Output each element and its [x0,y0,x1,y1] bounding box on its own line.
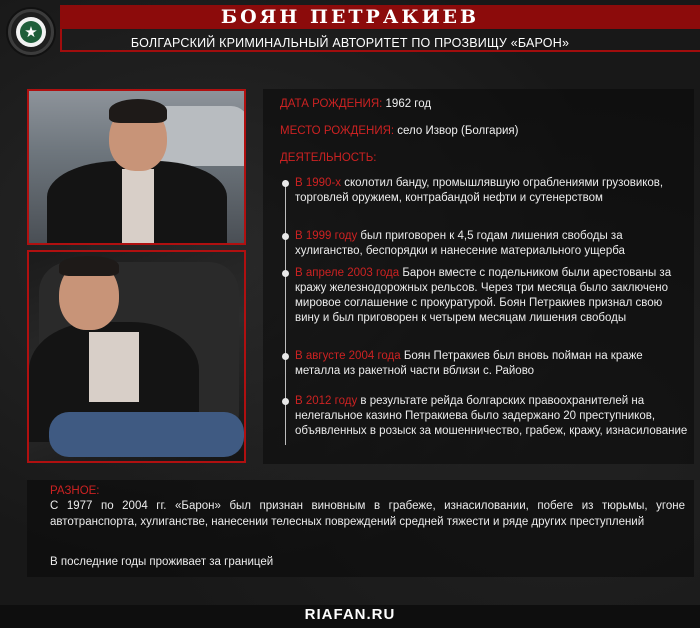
birth-place: МЕСТО РОЖДЕНИЯ: село Извор (Болгария) [280,125,519,137]
star-emblem-icon: ★ [8,9,54,55]
footer-site-link[interactable]: RIAFAN.RU [304,606,396,623]
portrait-photo-top [27,89,246,245]
page-title: БОЯН ПЕТРАКИЕВ [220,6,480,28]
activity-heading: ДЕЯТЕЛЬНОСТЬ: [280,152,377,164]
misc-text: С 1977 по 2004 гг. «Барон» был признан виновным в грабеже, изнасиловании, побеге из тюрьмы, угоне автотранспорта, хулиганстве, нанесении телесных повреждений средней тяжести и ряде других преступлений [50,500,685,528]
portrait-photo-bottom [27,250,246,463]
misc-text-residence: В последние годы проживает за границей [50,556,274,568]
timeline-event: В 1990-х сколотил банду, промышлявшую ограблениями грузовиков, торговлей оружием, контрабандой нефти и сутенерством [295,177,664,204]
timeline-line [285,180,286,445]
timeline-dot [282,270,289,277]
divider [60,50,700,52]
page-subtitle: БОЛГАРСКИЙ КРИМИНАЛЬНЫЙ АВТОРИТЕТ ПО ПРОЗВИЩУ «БАРОН» [130,36,570,50]
timeline-event: В 1999 году был приговорен к 4,5 годам лишения свободы за хулиганство, беспорядки и нанесение материального ущерба [295,230,625,257]
timeline-dot [282,180,289,187]
timeline-event: В 2012 году в результате рейда болгарских правоохранителей на нелегальное казино Петракиева было задержано 20 преступников, объявленных в розыск за мошенничество, грабеж, кражу, изнасилование [295,395,688,437]
timeline-event: В апреле 2003 года Барон вместе с подельником были арестованы за кражу железнодорожных рельсов. Через три месяца было заключено мировое соглашение с прокуратурой. Боян Петракиев признал свою вину и был приговорен к четырем месяцам лишения свободы [295,267,672,324]
timeline-event: В августе 2004 года Боян Петракиев был вновь пойман на краже металла из ракетной части вблизи с. Райово [295,350,643,377]
timeline-dot [282,233,289,240]
birth-date: ДАТА РОЖДЕНИЯ: 1962 год [280,98,432,110]
misc-label: РАЗНОЕ: [50,485,100,497]
timeline-dot [282,398,289,405]
timeline-dot [282,353,289,360]
